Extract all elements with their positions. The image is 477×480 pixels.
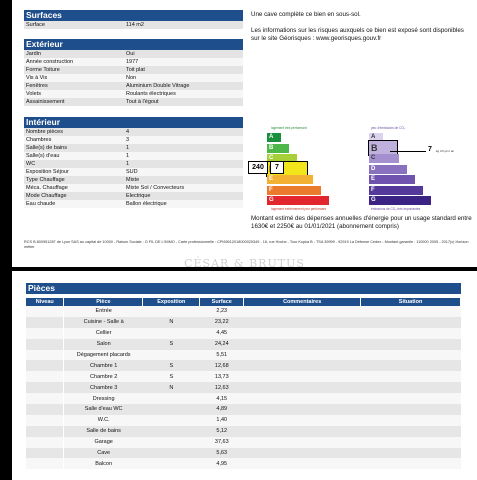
table-cell: Dégagement placards	[64, 350, 143, 361]
row-label: Méca. Chauffage	[26, 185, 68, 191]
energy-caption-bottom: logement extrêmement peu performant	[271, 207, 327, 211]
table-cell	[26, 360, 64, 371]
climate-class-e: E	[369, 175, 415, 184]
table-cell: 2,23	[200, 306, 244, 317]
column-header: Niveau	[26, 298, 64, 306]
table-cell	[244, 328, 361, 339]
table-cell: Balcon	[64, 458, 143, 469]
table-row	[26, 393, 461, 404]
detail-row	[24, 184, 243, 192]
table-cell	[244, 382, 361, 393]
table-cell	[361, 448, 461, 459]
table-cell	[26, 458, 64, 469]
table-cell	[143, 426, 200, 437]
table-cell	[244, 306, 361, 317]
table-cell	[361, 360, 461, 371]
row-label: Eau chaude	[26, 201, 56, 207]
detail-row	[24, 160, 243, 168]
table-row	[26, 426, 461, 437]
row-label: WC	[26, 161, 36, 167]
row-value: 3	[126, 137, 130, 143]
row-label: Volets	[26, 91, 41, 97]
table-cell	[361, 382, 461, 393]
row-value: Aluminium Double Vitrage	[126, 83, 190, 89]
table-cell: W.C.	[64, 415, 143, 426]
brand-watermark: CÉSAR & BRUTUS	[184, 257, 305, 270]
row-label: Salle(s) de bains	[26, 145, 67, 151]
table-cell	[26, 317, 64, 328]
table-cell	[244, 426, 361, 437]
energy-class-c: C	[267, 154, 297, 163]
table-cell: Salle de bains	[64, 426, 143, 437]
table-cell: 13,73	[200, 371, 244, 382]
table-cell	[244, 458, 361, 469]
table-cell	[143, 458, 200, 469]
column-header: Commentaires	[244, 298, 361, 306]
climate-caption-top: peu d'émissions de CO₂	[371, 126, 406, 130]
table-row	[26, 437, 461, 448]
detail-row	[24, 66, 243, 74]
table-cell	[361, 426, 461, 437]
pieces-header: Pièces	[26, 283, 461, 294]
legal-footer: RCS B 800951287 de Lyon SAS au capital de 10000 - Raison Sociale : O FIL DE L'IMMO - Carte professionnelle : CPI69012018000029349 - 16, rue Hoche - Tour Kupka B - TSA 39999 - 92919 La Défense Cedex - Montant garantie : 110000 2005 - 2017(c) Horizon métier	[24, 240, 469, 249]
energy-class-f: F	[267, 186, 321, 195]
table-row	[26, 382, 461, 393]
climate-label-chart	[361, 124, 459, 214]
surfaces-table	[24, 21, 243, 29]
row-label: Fenêtres	[26, 83, 48, 89]
detail-row	[24, 82, 243, 90]
table-cell: Entrée	[64, 306, 143, 317]
table-cell: Chambre 1	[64, 360, 143, 371]
row-label: Assainissement	[26, 99, 65, 105]
table-cell	[26, 437, 64, 448]
table-cell	[26, 306, 64, 317]
table-cell: 5,63	[200, 448, 244, 459]
table-cell	[361, 317, 461, 328]
table-cell: 5,51	[200, 350, 244, 361]
interieur-header: Intérieur	[24, 117, 243, 128]
table-cell	[244, 360, 361, 371]
table-cell: N	[143, 317, 200, 328]
detail-row	[24, 98, 243, 106]
row-value: Toit plat	[126, 67, 145, 73]
energy-class-g: G	[267, 196, 329, 205]
table-cell	[143, 328, 200, 339]
table-cell	[244, 393, 361, 404]
table-row	[26, 360, 461, 371]
row-value: Mixte Sol / Convecteurs	[126, 185, 185, 191]
cave-text: Une cave complète ce bien en sous-sol.	[251, 11, 361, 18]
detail-row	[24, 168, 243, 176]
table-cell	[26, 415, 64, 426]
row-value: 1977	[126, 59, 139, 65]
table-cell	[143, 404, 200, 415]
table-cell: 37,63	[200, 437, 244, 448]
table-cell	[244, 437, 361, 448]
table-cell: 4,95	[200, 458, 244, 469]
row-label: Salle(s) d'eau	[26, 153, 60, 159]
table-cell: S	[143, 339, 200, 350]
table-cell: Salle d'eau WC	[64, 404, 143, 415]
detail-row	[24, 136, 243, 144]
table-cell	[143, 393, 200, 404]
table-cell	[26, 371, 64, 382]
table-cell: S	[143, 371, 200, 382]
row-value: 1	[126, 161, 130, 167]
detail-row	[24, 200, 243, 208]
row-label: Type Chauffage	[26, 177, 65, 183]
table-cell	[143, 306, 200, 317]
table-cell	[26, 448, 64, 459]
energy-caption-top: logement très performant	[271, 126, 307, 130]
table-cell	[361, 437, 461, 448]
rooms-header-row	[26, 298, 461, 306]
property-sheet-page	[12, 0, 477, 270]
table-cell: 1,40	[200, 415, 244, 426]
table-row	[26, 339, 461, 350]
table-cell: Cellier	[64, 328, 143, 339]
table-cell	[143, 350, 200, 361]
table-cell: Dressing	[64, 393, 143, 404]
risques-text: Les informations sur les risques auxquels ce bien est exposé sont disponibles sur le site Géorisques : www.georisques.gouv.fr	[251, 27, 464, 42]
surface-row	[24, 21, 243, 29]
table-cell: Chambre 2	[64, 371, 143, 382]
energy-class-a: A	[267, 133, 281, 142]
row-label: Année construction	[26, 59, 74, 65]
row-value: 1	[126, 145, 130, 151]
table-cell	[26, 339, 64, 350]
table-cell	[361, 404, 461, 415]
climate-value: 7	[428, 146, 432, 153]
table-cell: 4,89	[200, 404, 244, 415]
table-cell	[361, 306, 461, 317]
detail-row	[24, 58, 243, 66]
energy-class-b: B	[267, 144, 289, 153]
table-cell	[143, 415, 200, 426]
exterieur-table	[24, 50, 243, 106]
row-label: Vis à Vis	[26, 75, 48, 81]
row-value: Non	[126, 75, 137, 81]
detail-row	[24, 152, 243, 160]
energy-value-box: 240	[248, 161, 268, 174]
table-cell: N	[143, 382, 200, 393]
table-cell	[361, 339, 461, 350]
ges-value-box: 7	[270, 161, 284, 174]
column-header: Situation	[361, 298, 461, 306]
table-cell	[26, 350, 64, 361]
table-cell	[244, 404, 361, 415]
table-cell	[361, 393, 461, 404]
row-value: Roulants électriques	[126, 91, 176, 97]
table-cell	[244, 448, 361, 459]
table-row	[26, 448, 461, 459]
table-cell	[26, 393, 64, 404]
energy-cost-text: Montant estimé des dépenses annuelles d'énergie pour un usage standard entre 1630€ et 2250€ au 01/01/2021 (abonnement compris)	[251, 215, 472, 230]
detail-row	[24, 128, 243, 136]
detail-row	[24, 144, 243, 152]
table-row	[26, 404, 461, 415]
table-cell	[244, 415, 361, 426]
table-cell: Cave	[64, 448, 143, 459]
climate-unit: kg CO₂/m².an	[436, 149, 455, 153]
surfaces-header: Surfaces	[24, 10, 243, 21]
row-value: 4	[126, 129, 130, 135]
row-label: Forme Toiture	[26, 67, 60, 73]
row-label: Jardin	[26, 51, 41, 57]
table-cell: 5,12	[200, 426, 244, 437]
table-row	[26, 328, 461, 339]
row-value: 1	[126, 153, 130, 159]
table-cell: 12,63	[200, 382, 244, 393]
row-value: Ballon électrique	[126, 201, 167, 207]
table-cell	[361, 371, 461, 382]
table-cell: Garage	[64, 437, 143, 448]
energy-class-e: E	[267, 175, 313, 184]
climate-class-a: A	[369, 133, 383, 142]
table-row	[26, 458, 461, 469]
row-label: Mode Chauffage	[26, 193, 67, 199]
column-header: Exposition	[143, 298, 200, 306]
table-cell	[244, 317, 361, 328]
table-cell	[143, 448, 200, 459]
column-header: Surface	[200, 298, 244, 306]
table-row	[26, 317, 461, 328]
detail-row	[24, 50, 243, 58]
climate-class-d: D	[369, 165, 407, 174]
table-cell	[361, 350, 461, 361]
row-value: Oui	[126, 51, 135, 57]
table-cell: 23,22	[200, 317, 244, 328]
table-cell: S	[143, 360, 200, 371]
table-cell: Chambre 3	[64, 382, 143, 393]
table-cell: 12,68	[200, 360, 244, 371]
row-label: Nombre pièces	[26, 129, 63, 135]
climate-marker-line	[390, 151, 426, 152]
climate-class-b: B	[369, 141, 397, 155]
table-cell: 4,45	[200, 328, 244, 339]
row-value: Tout à l'égout	[126, 99, 159, 105]
table-cell: 4,15	[200, 393, 244, 404]
table-cell	[244, 339, 361, 350]
table-cell	[26, 328, 64, 339]
row-value: Mixte	[126, 177, 140, 183]
table-cell	[361, 458, 461, 469]
table-cell	[244, 350, 361, 361]
climate-class-c: C	[369, 154, 399, 163]
table-cell: Cuisine - Salle à	[64, 317, 143, 328]
detail-row	[24, 90, 243, 98]
table-row	[26, 415, 461, 426]
table-row	[26, 350, 461, 361]
detail-row	[24, 192, 243, 200]
exterieur-header: Extérieur	[24, 39, 243, 50]
table-cell	[361, 328, 461, 339]
table-cell	[143, 437, 200, 448]
interieur-table	[24, 128, 243, 208]
table-cell	[26, 382, 64, 393]
row-label: Exposition Séjour	[26, 169, 69, 175]
rooms-page	[12, 271, 477, 480]
climate-caption-bottom: émissions de CO₂ très importantes	[371, 207, 421, 211]
row-value: SUD	[126, 169, 138, 175]
row-value: 114 m2	[126, 22, 144, 28]
detail-row	[24, 176, 243, 184]
row-value: Electrique	[126, 193, 151, 199]
table-row	[26, 306, 461, 317]
row-label: Chambres	[26, 137, 52, 143]
rooms-table	[26, 298, 461, 469]
table-row	[26, 371, 461, 382]
table-cell	[361, 415, 461, 426]
detail-row	[24, 74, 243, 82]
climate-class-f: F	[369, 186, 423, 195]
row-label: Surface	[26, 22, 45, 28]
table-cell	[26, 404, 64, 415]
table-cell	[244, 371, 361, 382]
table-cell: Salon	[64, 339, 143, 350]
column-header: Pièce	[64, 298, 143, 306]
table-cell: 24,24	[200, 339, 244, 350]
table-cell	[26, 426, 64, 437]
climate-class-g: G	[369, 196, 431, 205]
